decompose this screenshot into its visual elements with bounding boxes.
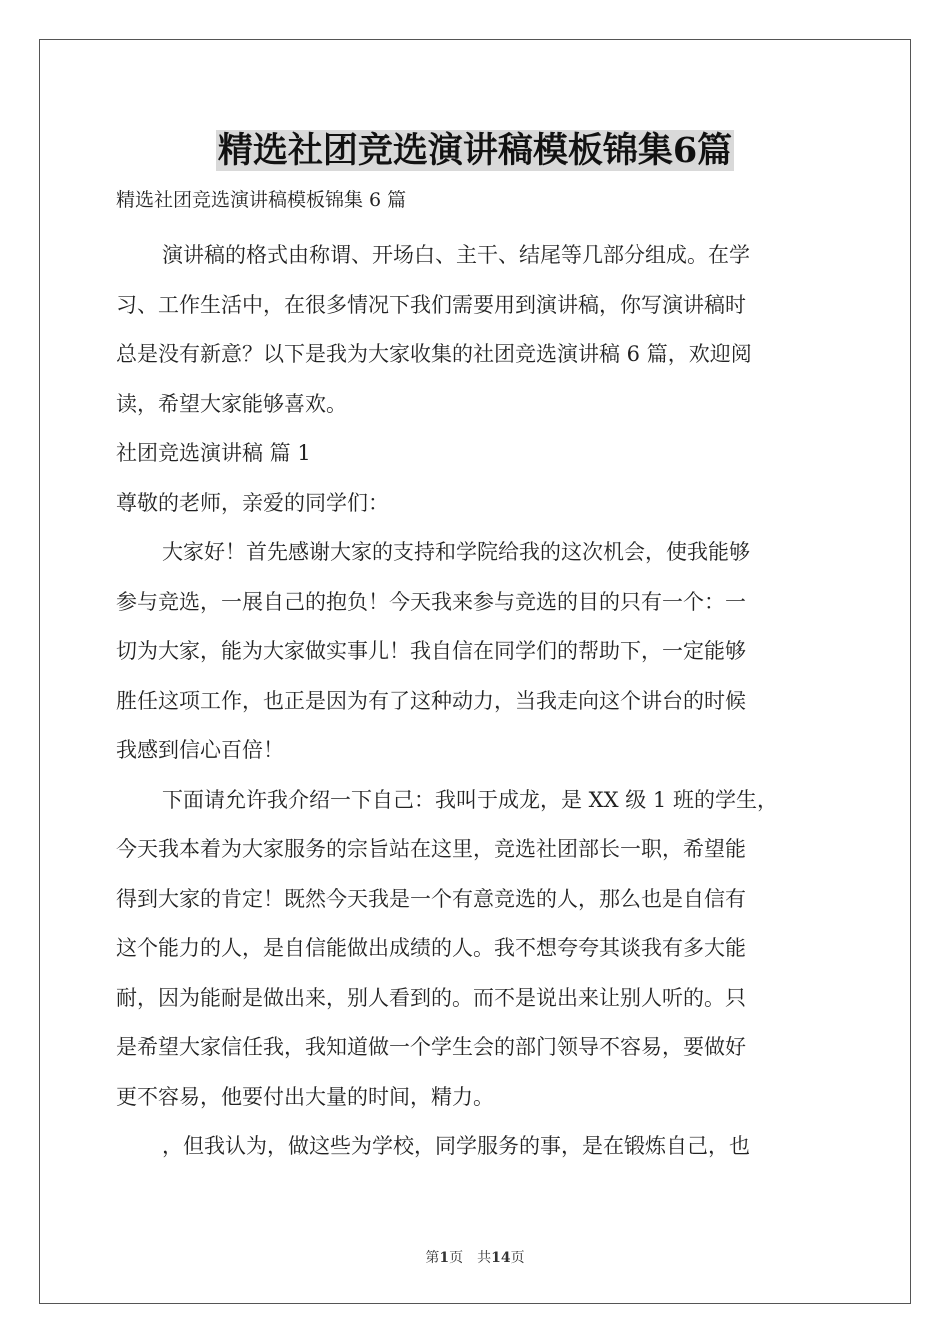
footer-mid: 页 共 — [449, 1250, 492, 1266]
intro-paragraph — [116, 231, 834, 429]
text-line: 今天我本着为大家服务的宗旨站在这里，竞选社团部长一职，希望能 — [116, 837, 746, 861]
page-footer — [0, 1247, 950, 1267]
text-line: 切为大家，能为大家做实事儿！我自信在同学们的帮助下，一定能够 — [116, 639, 746, 663]
text-line: 总是没有新意？以下是我为大家收集的社团竞选演讲稿 6 篇，欢迎阅 — [116, 342, 752, 366]
footer-prefix: 第 — [425, 1250, 440, 1266]
document-title — [0, 124, 950, 178]
footer-suffix: 页 — [510, 1250, 525, 1266]
text-line: 习、工作生活中，在很多情况下我们需要用到演讲稿，你写演讲稿时 — [116, 292, 746, 317]
page-number: 1 — [439, 1250, 450, 1266]
document-title-text: 精选社团竞选演讲稿模板锦集6篇 — [217, 130, 733, 171]
text-line: 耐，因为能耐是做出来，别人看到的。而不是说出来让别人听的。只 — [116, 985, 746, 1010]
section-heading: 社团竞选演讲稿 篇 1 — [116, 441, 311, 465]
speech-paragraph-1 — [116, 528, 834, 776]
text-line: 这个能力的人，是自信能做出成绩的人。我不想夸夸其谈我有多大能 — [116, 936, 746, 960]
text-line: 读，希望大家能够喜欢。 — [116, 391, 347, 416]
speech-paragraph-2 — [116, 776, 834, 1123]
total-pages: 14 — [491, 1250, 511, 1266]
salutation: 尊敬的老师，亲爱的同学们： — [116, 490, 389, 515]
text-line: 更不容易，他要付出大量的时间，精力。 — [116, 1084, 494, 1109]
document-subtitle: 精选社团竞选演讲稿模板锦集 6 篇 — [116, 189, 407, 211]
text-line: ，但我认为，做这些为学校，同学服务的事，是在锻炼自己，也 — [162, 1134, 750, 1158]
text-line: 是希望大家信任我，我知道做一个学生会的部门领导不容易，要做好 — [116, 1035, 746, 1059]
text-line: 大家好！首先感谢大家的支持和学院给我的这次机会，使我能够 — [162, 540, 750, 564]
text-line: 我感到信心百倍！ — [116, 738, 284, 762]
text-line: 参与竞选，一展自己的抱负！今天我来参与竞选的目的只有一个：一 — [116, 589, 746, 614]
text-line: 胜任这项工作，也正是因为有了这种动力，当我走向这个讲台的时候 — [116, 688, 746, 713]
text-line: 得到大家的肯定！既然今天我是一个有意竞选的人，那么也是自信有 — [116, 886, 746, 911]
text-line: 演讲稿的格式由称谓、开场白、主干、结尾等几部分组成。在学 — [162, 243, 750, 267]
speech-paragraph-3 — [116, 1122, 834, 1172]
document-body — [116, 180, 834, 1172]
text-line: 下面请允许我介绍一下自己：我叫于成龙，是 XX 级 1 班的学生， — [162, 787, 778, 812]
